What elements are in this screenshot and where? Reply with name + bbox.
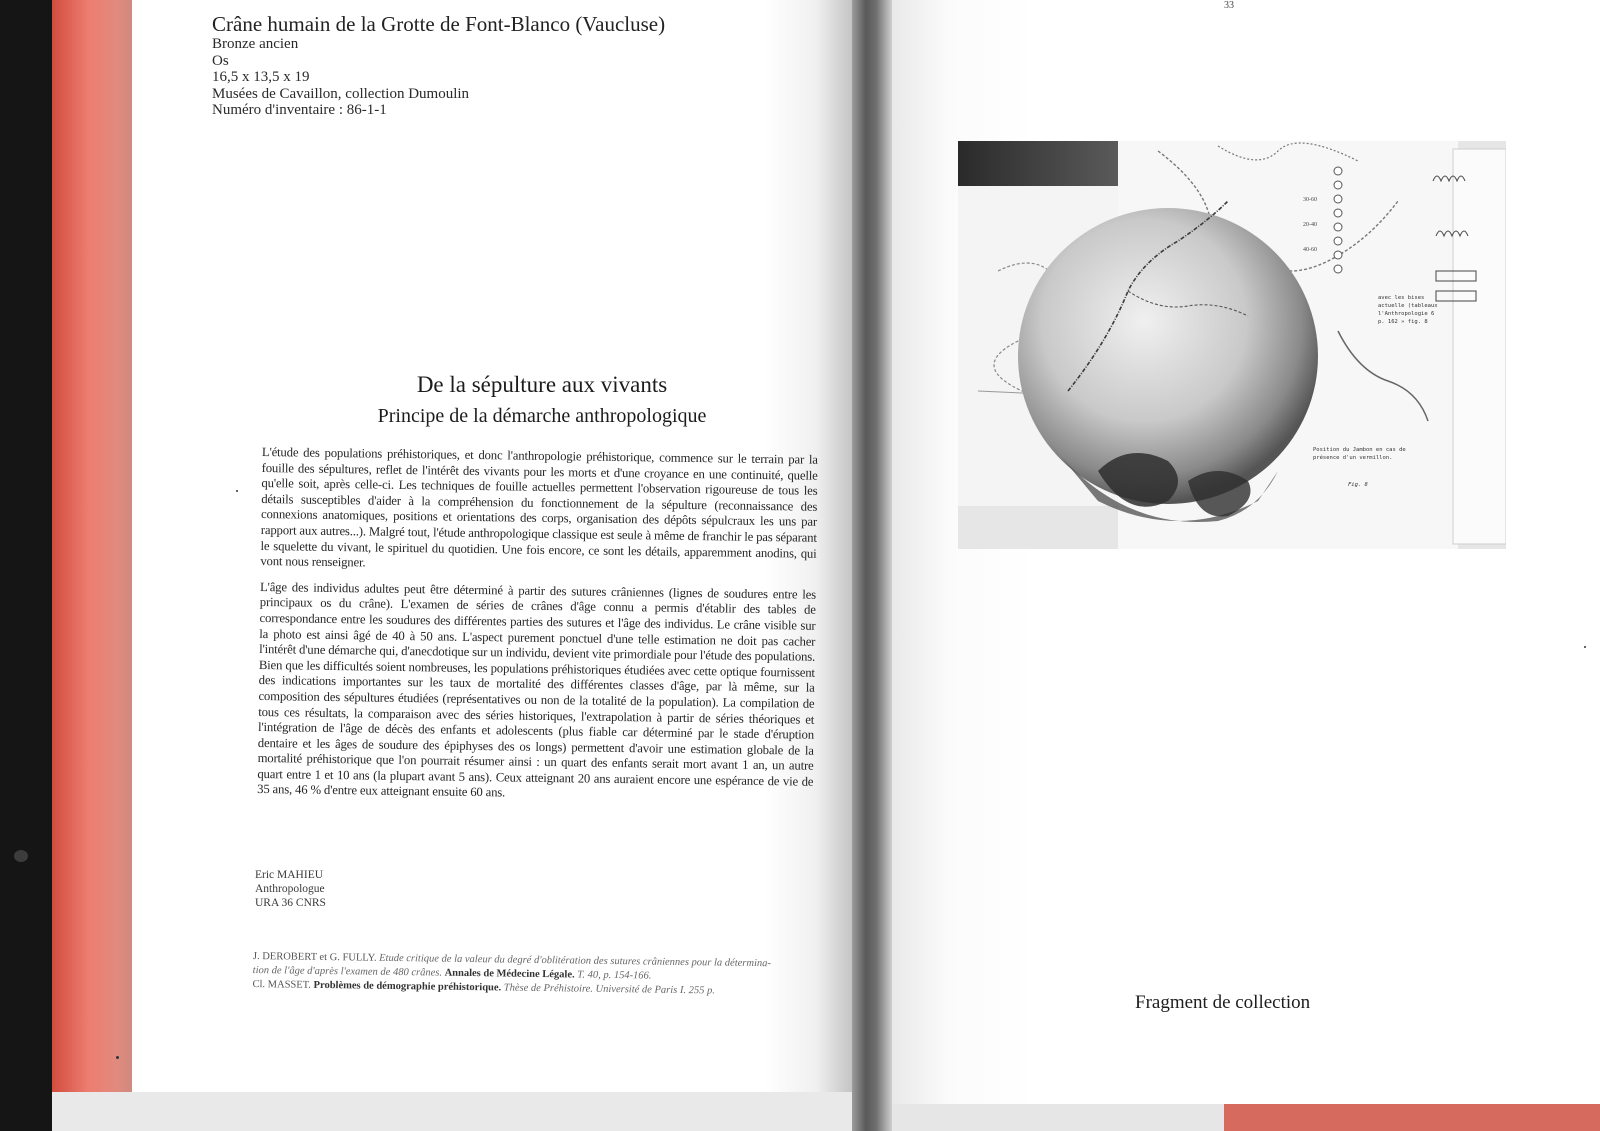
- object-material: Os: [212, 52, 229, 69]
- book-gutter: [852, 0, 892, 1131]
- photo-label: 30-60: [1303, 197, 1317, 203]
- page-bottom-edge: [52, 1092, 852, 1131]
- book-edge-red: [52, 0, 132, 1131]
- figure-caption: Fragment de collection: [1135, 992, 1311, 1013]
- photo-label: présence d'un vermillon.: [1313, 455, 1393, 461]
- page-bottom-edge-right: [892, 1104, 1224, 1131]
- reference-title: Problèmes de démographie préhistorique.: [313, 979, 502, 994]
- scan-blemish: [14, 850, 28, 862]
- object-title: Crâne humain de la Grotte de Font-Blanco (Vaucluse): [212, 12, 666, 36]
- object-caption: [212, 12, 772, 119]
- photo-label: Position du Jambon en cas de: [1313, 447, 1406, 453]
- bibliography: [252, 950, 793, 1000]
- photo-label: 20-40: [1303, 222, 1317, 228]
- author-affiliation: URA 36 CNRS: [255, 897, 326, 909]
- photo-label: l'Anthropologie 6: [1378, 311, 1435, 317]
- reference-pages: Thèse de Préhistoire. Université de Paris I. 255 p.: [503, 982, 715, 997]
- scan-speck: [1584, 646, 1586, 648]
- object-dimensions: 16,5 x 13,5 x 19: [212, 69, 310, 85]
- author-role: Anthropologue: [255, 883, 325, 895]
- photo-label: Fig. 8: [1348, 482, 1368, 488]
- author-name: Eric MAHIEU: [255, 869, 324, 881]
- reference-title: tion de l'âge d'après l'examen de 480 crânes.: [252, 964, 443, 979]
- scan-speck: [236, 490, 238, 492]
- photo-label: p. 162 » fig. 8: [1378, 319, 1428, 325]
- scanner-shadow: [0, 0, 52, 1131]
- article-paragraph: L'âge des individus adultes peut être déterminé à partir des sutures crâniennes (lignes de soudures entre les principaux os du crâne). L'examen de séries de crânes d'âge connu a permis d'établir des tables de correspondance entre les soudures des différentes parties des sutures et l'âge des individus. Le crâne visible sur la photo est ainsi âgé de 40 à 50 ans. L'aspect purement ponctuel d'une telle estimation ne doit pas cacher l'intérêt d'une démarche qui, d'anecdotique sur un individu, devient vite primordiale pour l'étude des populations. Bien que les difficultés soient nombreuses, les populations préhistoriques étudiées avec cette optique fournissent des indications importantes sur les taux de mortalité des différentes classes d'âge, par là même, sur la composition des sépultures étudiées (représentatives ou non de la totalité de la population). La compilation de tous ces résultats, la comparaison avec des séries historiques, l'extrapolation à partir de séries théoriques et l'intégration de l'âge de décès des enfants et adolescents (plus fiable car déterminé par le stade d'éruption dentaire et les âges de soudure des épiphyses des os longs) permettent d'avoir une estimation globale de la mortalité préhistorique que l'on pourrait résumer ainsi : un quart des enfants serait mort avant 1 an, un autre quart entre 1 et 10 ans (la plupart avant 5 ans). Ceux atteignant 20 ans auraient encore une espérance de vie de 35 ans, 46 % d'entre eux atteignant ensuite 60 ans.: [257, 579, 817, 800]
- article-subtitle: Principe de la démarche anthropologique: [377, 405, 707, 427]
- photo-label: avec les bises: [1378, 295, 1425, 301]
- photo-label: 40-60: [1303, 247, 1317, 253]
- reference-pages: T. 40, p. 154-166.: [577, 969, 652, 982]
- page-number: 33: [1224, 0, 1234, 11]
- object-collection: Musées de Cavaillon, collection Dumoulin: [212, 85, 470, 102]
- skull-photo: [958, 141, 1506, 549]
- object-period: Bronze ancien: [212, 36, 299, 52]
- reference-authors: J. DEROBERT et G. FULLY.: [252, 950, 377, 964]
- article-body: [257, 445, 818, 816]
- scan-speck: [116, 1056, 119, 1059]
- article-paragraph: L'étude des populations préhistoriques, et donc l'anthropologie préhistorique, commence sur le terrain par la fouille des sépultures, reflet de l'intérêt des vivants pour les morts et d'une croyance en une continuité, quelle qu'elle soit, après celle-ci. Les techniques de fouille actuelles permettent l'observation rigoureuse de tous les détails susceptibles d'aider à la compréhension du fonctionnement de la sépulture (reconnaissance des connexions anatomiques, positions et orientations des corps, organisation des dépôts sépulcraux les uns par rapport aux autres...). Malgré tout, l'étude anthropologique classique est seule à même de franchir le pas séparant le squelette du vivant, le spirituel du quotidien. Une fois encore, ce sont les détails, apparemment anodins, qui vont nous renseigner.: [260, 445, 818, 570]
- cover-edge-red: [1224, 1104, 1600, 1131]
- author-block: [255, 868, 326, 910]
- article-title: De la sépulture aux vivants: [416, 372, 668, 397]
- photo-label: actuelle (tableaux: [1378, 303, 1438, 309]
- object-inventory: Numéro d'inventaire : 86-1-1: [212, 102, 387, 118]
- reference-title: Etude critique de la valeur du degré d'oblitération des sutures crâniennes pour la détermina-: [379, 952, 771, 970]
- reference-journal: Annales de Médecine Légale.: [444, 967, 575, 981]
- reference-authors: Cl. MASSET.: [252, 978, 312, 991]
- skull-shape: [1018, 208, 1318, 504]
